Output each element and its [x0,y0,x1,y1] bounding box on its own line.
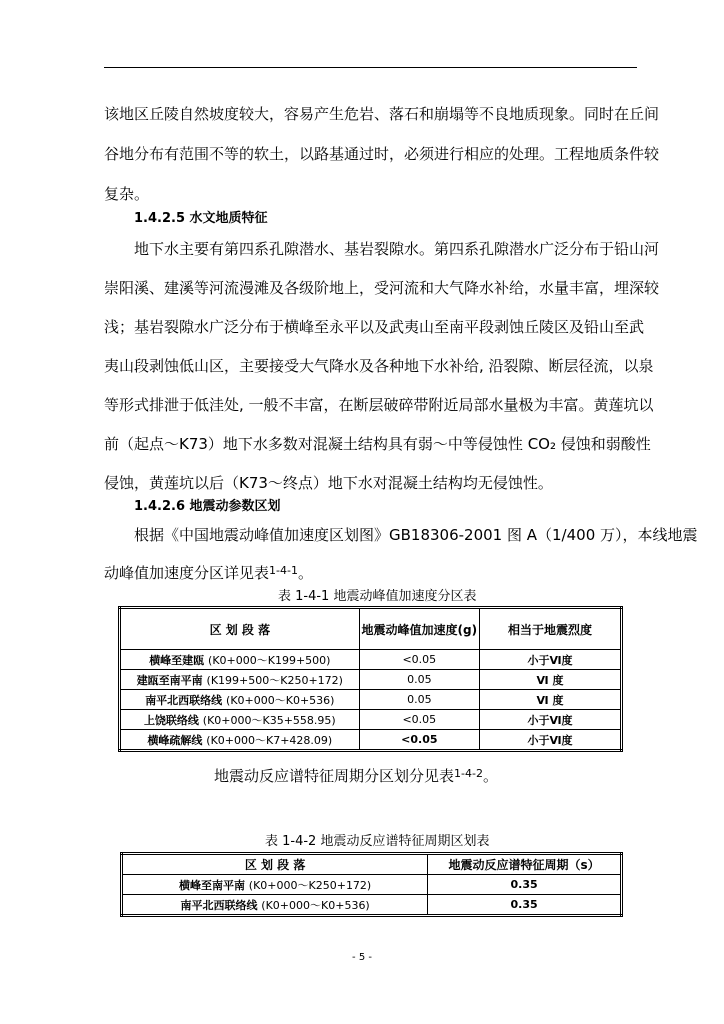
table-row [120,690,622,710]
paragraph-line: 等形式排泄于低洼处, 一般不丰富，在断层破碎带附近局部水量极为丰富。黄莲坑以 [104,396,654,414]
response-spectrum-table [120,852,623,917]
segment-name: 横峰疏解线 [147,733,203,747]
segment-range: (K0+000～K7+428.09) [206,733,333,747]
segment-range: (K0+000～K199+500) [208,653,331,667]
acceleration-cell: 0.05 [359,690,479,710]
table-row [122,875,622,895]
header-cell: 区 划 段 落 [122,854,428,875]
paragraph-text: 地震动反应谱特征周期分区划分见表 [214,767,455,785]
paragraph-line [214,766,634,788]
section-heading-seismic: 1.4.2.6 地震动参数区划 [134,499,281,514]
header-cell: 区 划 段 落 [120,608,360,650]
header-cell: 地震动峰值加速度(g) [359,608,479,650]
segment-name: 横峰至南平南 [178,878,245,892]
table-row [122,895,622,916]
segment-name: 南平北西联络线 [145,693,223,707]
header-cell: 地震动反应谱特征周期（s） [428,854,622,875]
segment-name: 横峰至建瓯 [149,653,205,667]
segment-name: 上饶联络线 [143,713,199,727]
intensity-cell: 小于Ⅵ度 [480,710,622,730]
segment-cell [120,730,360,751]
segment-cell [120,650,360,670]
table-row [120,670,622,690]
table-header-row [120,608,622,650]
paragraph-end: 。 [482,767,498,785]
table-ref: 1-4-2 [454,767,483,780]
paragraph-line: 谷地分布有范围不等的软土，以路基通过时，必须进行相应的处理。工程地质条件较 [104,145,660,163]
segment-range: (K0+000～K250+172) [248,878,372,892]
segment-range: (K0+000～K0+536) [261,898,370,912]
paragraph-line: 地下水主要有第四系孔隙潜水、基岩裂隙水。第四系孔隙潜水广泛分布于铅山河 [134,240,660,258]
intensity-cell: Ⅵ 度 [480,670,622,690]
period-cell: 0.35 [428,895,622,916]
table1-caption: 表 1-4-1 地震动峰值加速度分区表 [278,589,477,604]
table-ref: 1-4-1 [269,564,298,577]
segment-cell [120,690,360,710]
segment-name: 建瓯至南平南 [136,673,203,687]
intensity-cell: 小于Ⅵ度 [480,650,622,670]
seismic-acceleration-table [118,606,623,752]
segment-cell [122,895,428,916]
header-rule [104,67,637,68]
segment-name: 南平北西联络线 [180,898,258,912]
paragraph-line: 侵蚀，黄莲坑以后（K73～终点）地下水对混凝土结构均无侵蚀性。 [104,474,553,492]
segment-range: (K0+000～K0+536) [226,693,335,707]
table-row [120,730,622,751]
acceleration-cell: <0.05 [359,710,479,730]
segment-cell [122,875,428,895]
segment-range: (K0+000～K35+558.95) [202,713,336,727]
segment-range: (K199+500～K250+172) [206,673,343,687]
acceleration-cell: 0.05 [359,670,479,690]
paragraph-end: 。 [297,564,313,582]
paragraph-text: 动峰值加速度分区详见表 [104,564,270,582]
table-header-row [122,854,622,875]
table-row [120,710,622,730]
segment-cell [120,670,360,690]
paragraph-line: 复杂。 [104,185,150,203]
intensity-cell: 小于Ⅵ度 [480,730,622,751]
acceleration-cell: <0.05 [359,730,479,751]
paragraph-line: 浅；基岩裂隙水广泛分布于横峰至永平以及武夷山至南平段剥蚀丘陵区及铅山至武 [104,318,645,336]
intensity-cell: Ⅵ 度 [480,690,622,710]
paragraph-line [104,563,637,585]
paragraph-line: 夷山段剥蚀低山区，主要接受大气降水及各种地下水补给, 沿裂隙、断层径流，以泉 [104,357,654,375]
section-heading-hydro: 1.4.2.5 水文地质特征 [134,211,268,226]
table-row [120,650,622,670]
header-cell: 相当于地震烈度 [480,608,622,650]
segment-cell [120,710,360,730]
paragraph-line: 崇阳溪、建溪等河流漫滩及各级阶地上，受河流和大气降水补给，水量丰富，埋深较 [104,279,660,297]
paragraph-line: 前（起点～K73）地下水多数对混凝土结构具有弱～中等侵蚀性 CO₂ 侵蚀和弱酸性 [104,435,651,453]
table2-caption: 表 1-4-2 地震动反应谱特征周期区划表 [265,834,490,849]
page-number: - 5 - [352,952,372,963]
acceleration-cell: <0.05 [359,650,479,670]
paragraph-line: 该地区丘陵自然坡度较大，容易产生危岩、落石和崩塌等不良地质现象。同时在丘间 [104,105,660,123]
paragraph-line: 根据《中国地震动峰值加速度区划图》GB18306-2001 图 A（1/400 万），本线地震 [134,526,698,544]
period-cell: 0.35 [428,875,622,895]
